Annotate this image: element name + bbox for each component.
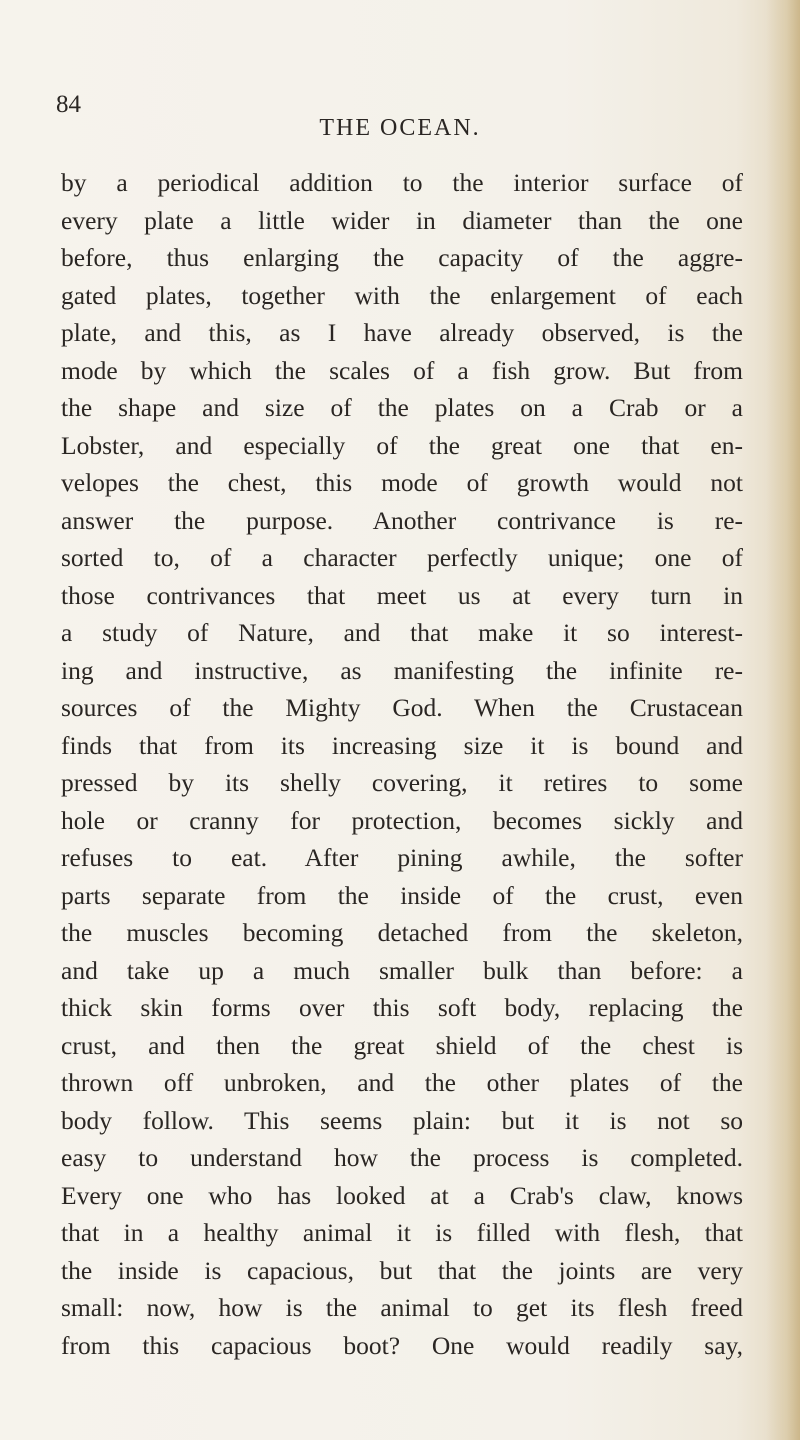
text-line: the inside is capacious, but that the joints are very <box>61 1255 743 1285</box>
text-line: velopes the chest, this mode of growth would not <box>61 468 743 497</box>
text-line: the shape and size of the plates on a Crab or a <box>61 393 743 422</box>
text-line: small: now, how is the animal to get its flesh freed <box>61 1293 743 1322</box>
text-line: the muscles becoming detached from the skeleton, <box>61 918 743 947</box>
text-line: Every one who has looked at a Crab's claw, knows <box>61 1180 743 1210</box>
text-line: from this capacious boot? One would readily say, <box>61 1330 743 1360</box>
text-line: gated plates, together with the enlargement of each <box>61 280 743 310</box>
text-line: crust, and then the great shield of the chest is <box>61 1030 743 1060</box>
text-line: sorted to, of a character perfectly unique; one of <box>61 543 743 572</box>
text-line: body follow. This seems plain: but it is not so <box>61 1105 743 1135</box>
text-line: and take up a much smaller bulk than before: a <box>61 955 743 985</box>
text-line: by a periodical addition to the interior surface of <box>61 168 743 197</box>
text-line: answer the purpose. Another contrivance is re- <box>61 505 743 535</box>
text-line: every plate a little wider in diameter than the one <box>61 205 743 235</box>
page-edge-stain <box>766 0 800 1440</box>
text-line: finds that from its increasing size it is bound and <box>61 730 743 760</box>
text-line: ing and instructive, as manifesting the infinite re- <box>61 655 743 685</box>
text-line: those contrivances that meet us at every turn in <box>61 580 743 610</box>
body-text <box>61 164 743 1364</box>
text-line: plate, and this, as I have already observed, is the <box>61 318 743 347</box>
text-line: sources of the Mighty God. When the Crustacean <box>61 693 743 722</box>
text-line: pressed by its shelly covering, it retires to some <box>61 768 743 797</box>
text-line: mode by which the scales of a fish grow. But from <box>61 355 743 385</box>
text-line: hole or cranny for protection, becomes sickly and <box>61 805 743 835</box>
text-line: refuses to eat. After pining awhile, the softer <box>61 843 743 872</box>
text-line: a study of Nature, and that make it so interest- <box>61 618 743 647</box>
text-line: thrown off unbroken, and the other plates of the <box>61 1068 743 1097</box>
text-line: that in a healthy animal it is filled with flesh, that <box>61 1218 743 1247</box>
text-line: Lobster, and especially of the great one that en- <box>61 430 743 460</box>
page-number: 84 <box>56 91 81 118</box>
running-title: THE OCEAN. <box>319 115 481 141</box>
text-line: before, thus enlarging the capacity of the aggre- <box>61 243 743 272</box>
text-line: thick skin forms over this soft body, replacing the <box>61 993 743 1022</box>
text-line: easy to understand how the process is completed. <box>61 1143 743 1172</box>
text-line: parts separate from the inside of the crust, even <box>61 880 743 910</box>
